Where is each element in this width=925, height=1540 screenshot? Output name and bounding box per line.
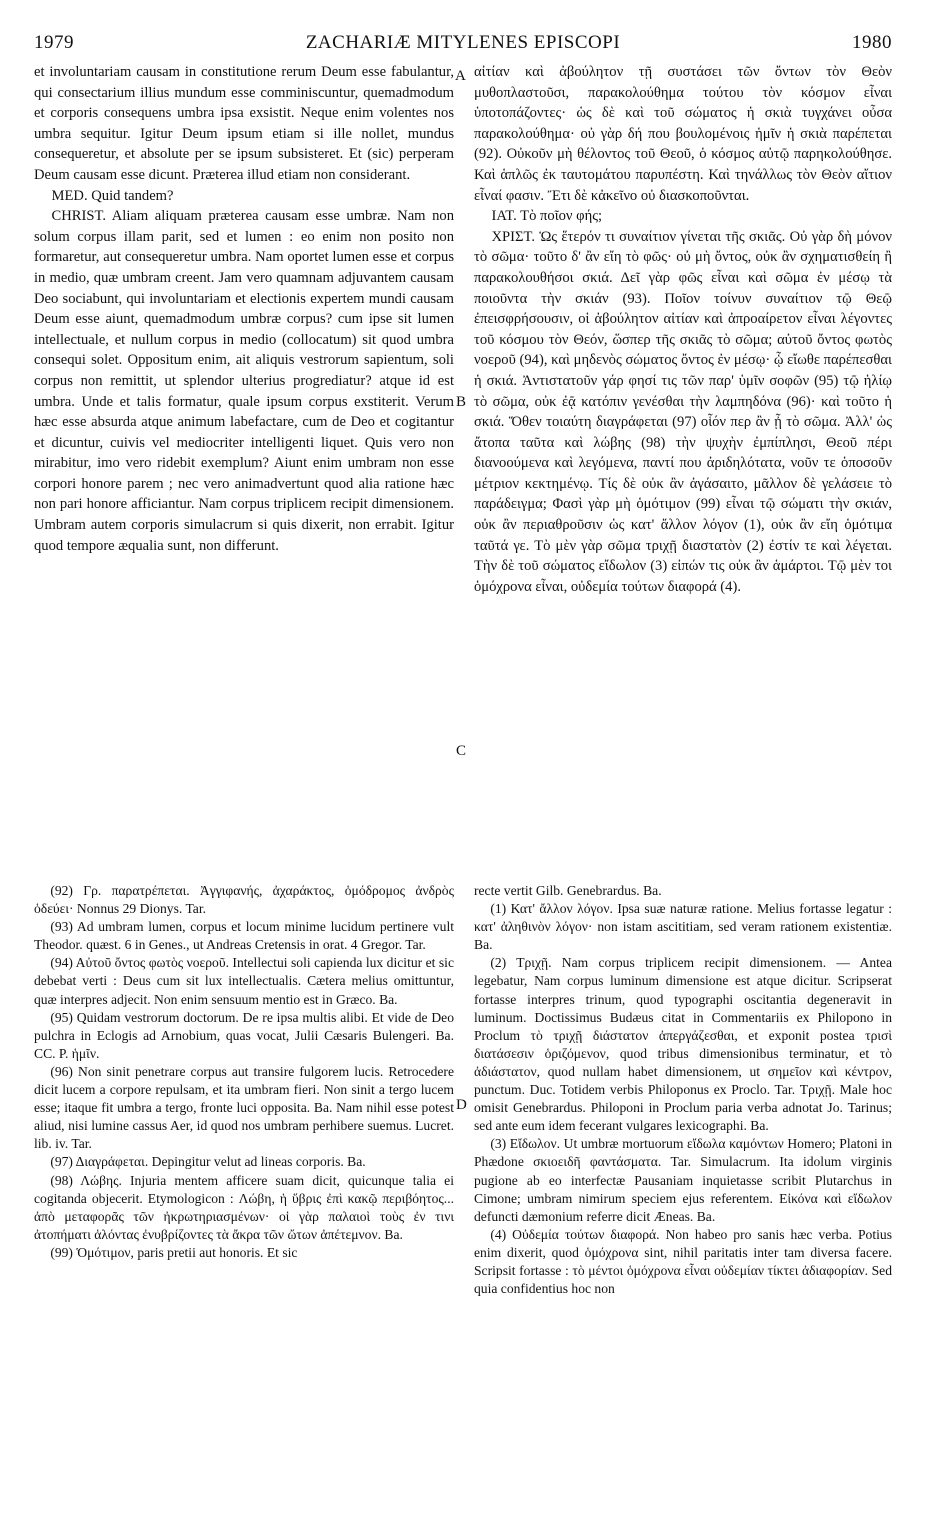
margin-marker-a: A xyxy=(455,68,466,84)
footnote: (2) Τριχῇ. Nam corpus triplicem recipit dimensionem. — Antea legebatur, Nam corpus luminum dimensione est atque dicitur. Scripserat fortasse interpres trinum, quod typographi oscitantia degeneravit in luminum. Doctissimus Budæus citat in Commentariis ex Philopono in Proclum τὸ τριχῇ διάστατον ἀπεργάζεσθαι, et exponit postea τρισὶ διατάσεσιν ὁριζόμενον, quod tribus dimensionibus terminatur, et τὸ ἀδιάστατον, quod nullam habet dimensionem, ut σημεῖον καὶ κέντρον, punctum. Duc. Totidem verbis Philoponus ex Proclo. Tar. Τριχῇ. Male hoc omisit Genebrardus. Philoponi in Proclum paria verba adnotat Jo. Tarinus; sed ante eum idem fecerant vulgares lexicographi. Ba. xyxy=(474,955,892,1134)
latin-main-column xyxy=(34,62,454,872)
latin-speaker-line: MED. Quid tandem? xyxy=(51,187,174,204)
latin-paragraph: et involuntariam causam in constitutione rerum Deum esse fabulantur, qui consectarium illius mundum esse comminiscuntur, quemadmodum et corporis consequens umbra ipsa exsistit. Neque enim volentes nos umbra sequitur. Igitur Deum ipsum etiam si ille nollet, mundus consequeretur, et absolute per se ipsum subsisteret. Et (sic) perperam Deum causam esse dicunt. Præterea illud etiam non considerant. xyxy=(34,64,454,183)
footnote: (95) Quidam vestrorum doctorum. De re ipsa multis alibi. Et vide de Deo pulchra in Eclogis ad Arnobium, quas vocat, Julii Cæsaris Bulengeri. Ba. CC. P. ἡμῖν. xyxy=(34,1009,454,1061)
footnotes-right-column xyxy=(474,882,892,1522)
margin-marker-c: C xyxy=(456,743,467,759)
footnote: (93) Ad umbram lumen, corpus et locum minime lucidum pertinere vult Theodor. quæst. 6 in Genes., ut Andreas Cretensis in orat. 4 Gregor. Tar. xyxy=(34,919,454,953)
footnotes-left-column xyxy=(34,882,454,1522)
running-title: ZACHARIÆ MITYLENES EPISCOPI xyxy=(305,32,621,53)
footnote: (97) Διαγράφεται. Depingitur velut ad lineas corporis. Ba. xyxy=(50,1154,366,1170)
running-header xyxy=(34,32,892,58)
margin-marker-d: D xyxy=(456,1097,467,1113)
greek-speaker-line: ΙΑΤ. Τὸ ποῖον φής; xyxy=(491,208,603,225)
footnote: (94) Αὐτοῦ ὄντος φωτὸς νοεροῦ. Intellectui soli capienda lux dicitur et sic debebat verti : Deus cum sit lux intellectualis. Cætera melius omittuntur, quæ interpres adjecit. Non enim sensuum mentio est in Græco. Ba. xyxy=(34,955,454,1007)
greek-main-column xyxy=(474,62,892,872)
greek-paragraph: ΧΡΙΣΤ. Ὡς ἕτερόν τι συναίτιον γίνεται τῆς σκιᾶς. Οὐ γὰρ δὴ μόνον τὸ σῶμα· τοῦτο δ' ἂν εἴη τὸ φῶς· οὐ μὴ ὄντος, οὐκ ἂν σχηματισθείη ἢ παρακολουθήσοι σκιά. Δεῖ γὰρ φῶς εἶναι καὶ σῶμα ἐν μέσῳ τὰ ποιοῦντα τὴν σκιάν (93). Ποῖον τοίνυν συναίτιον τῷ Θεῷ ἐπεισφρήσουσιν, οἱ ἀβούλητον αἰτίαν καὶ ἀπροαίρετον εἶναι λέγοντες τοῦ κόσμου τὸν Θεόν, ὥσπερ τῆς σκιᾶς τὸ σῶμα; αὐτοῦ ὄντος φωτὸς νοεροῦ (94), καὶ μηδενὸς σώματος ὄντος ἐν μέσῳ· ᾧ εἴωθε παρέπεσθαι ἡ σκιά. Ἀντιστατοῦν γάρ φησί τις τῶν παρ' ὑμῖν σοφῶν (95) τῷ ἡλίῳ τὸ σῶμα, οὐκ ἐᾷ κατόπιν γενέσθαι τὴν λαμπηδόνα (96)· καὶ τοῦτο ἡ σκιά. Ὅθεν τοιαύτη διαγράφεται (97) οἷόν περ ἂν ᾖ τὸ σῶμα. Ἀλλ' ὡς ἄτοπα ταῦτα καὶ λώβης (98) τὴν ψυχὴν ἐμπίπλησι, Θεοῦ πέρι διανοούμενα καὶ λεγόμενα, παντί που ἀριδηλότατα, νοῦν τε ὁποσοῦν μέτριον κεκτημένῳ. Τίς δὲ οὐκ ἂν ἀγάσαιτο, μᾶλλον δὲ γελάσειε τὸ παράδειγμα; Φασὶ γὰρ μὴ ὁμότιμον (99) εἶναι τῷ σώματι τὴν σκιάν, οὐκ ἂν περιαθροῦσιν ὡς κατ' ἄλλον λόγον (1), οὐκ ἂν εἴη ὁμότιμα ταῦτά γε. Τὸ μὲν γὰρ σῶμα τριχῇ διαστατὸν (2) ἐστίν τε καὶ λέγεται. Τὴν δὲ τοῦ σώματος εἴδωλον (3) εἰπών τις οὐκ ἂν ἁμάρτοι. Τῷ μὲν τοι ὁμόχρονα εἶναι, οὐδεμία τούτων διαφορά (4). xyxy=(474,228,892,595)
footnote: (3) Εἴδωλον. Ut umbræ mortuorum εἴδωλα καμόντων Homero; Platoni in Phædone σκιοειδῆ φαντάσματα. Tar. Simulacrum. Ita idolum virginis pugione ab eo interfectæ Pausaniam inquietasse scribit Plutarchus in Cimone; umbram nimirum speciem ejus referentem. Εἰκόνα καὶ εἴδωλον defuncti dæmonium referre dicit Æneas. Ba. xyxy=(474,1136,892,1224)
greek-paragraph: αἰτίαν καὶ ἀβούλητον τῇ συστάσει τῶν ὄντων τὸν Θεὸν μυθοπλαστοῦσι, παρακολούθημα τούτου τὸν κόσμον εἶναι ὑποτοπάζοντες· ὡς δὲ καὶ τοῦ σώματος ἡ σκιὰ τυγχάνει οὖσα παρακολούθημα· οὐ γὰρ δή που βουλομένοις ἡμῖν ἡ σκιὰ παρέπεται (92). Οὐκοῦν μὴ θέλοντος τοῦ Θεοῦ, ὁ κόσμος αὐτῷ παρηκολούθησε. Καὶ ἁπλῶς ἐκ ταυτομάτου παρυπέστη. Καὶ τηνάλλως τὸν Θεὸν αἴτιον εἶναί φασιν. Ἔτι δὲ κἀκεῖνο οὐ διασκοποῦνται. xyxy=(474,64,892,204)
footnote: (1) Κατ' ἄλλον λόγον. Ipsa suæ naturæ ratione. Melius fortasse legatur : κατ' ἀληθινὸν λόγον· non istam ascititiam, sed veram rationem existentiæ. Ba. xyxy=(474,901,892,953)
latin-paragraph: CHRIST. Aliam aliquam præterea causam esse umbræ. Nam non solum corpus illam parit, sed et lumen : eo enim non posito non formaretur, aut consequeretur umbra. Nam oportet lumen esse et corpus in medio, quæ umbram creent. Jam vero quamnam adjuvantem causam Deo sociabunt, qui involuntariam et electionis expertem mundi causam Deum esse aiunt, quemadmodum umbræ corpus? cum ipse sit lumen intellectuale, et nullum corpus in medio (collocatum) sit quod umbra consequi solet. Oppositum enim, ait aliquis vestrorum sapientum, soli corpus non remittit, ut splendor ulterius progrediatur? atque id est umbra. Unde et talis formatur, quale ipsum corpus exstiterit. Verum hæc esse absurda atque animum labefactare, cum de Deo et cogitantur et dicuntur, cuivis vel mediocriter intelligenti liquet. Quis vero non mirabitur, imo vero ridebit exemplum? Aiunt enim umbram non esse corpori honore parem ; nec vero animadvertunt quod alia ratione hæc non pari honore afficiantur. Nam corpus triplicem recipit dimensionem. Umbram autem corporis simulacrum si quis dixerit, non errabit. Igitur quod tempore æqualia sunt, non differunt. xyxy=(34,208,454,554)
footnote: (99) Ὁμότιμον, paris pretii aut honoris. Et sic xyxy=(50,1244,298,1260)
footnote-continuation: recte vertit Gilb. Genebrardus. Ba. xyxy=(474,883,662,898)
margin-marker-b: B xyxy=(456,394,467,410)
footnote: (4) Οὐδεμία τούτων διαφορά. Non habeo pro sanis hæc verba. Potius enim dixerit, quod ὁμόχρονα sint, nihil paritatis inter tam diversa facere. Scripsit fortasse : τὸ μέντοι ὁμόχρονα εἶναι οὐδεμίαν τίκτει ἀδιαφορίαν. Sed quia confidentius hoc non xyxy=(474,1226,892,1297)
footnote: (96) Non sinit penetrare corpus aut transire fulgorem lucis. Retrocedere dicit lucem a corpore repulsam, et ita umbram fieri. Non sinit a tergo lucem esse; itaque fit umbra a tergo, fronte luci opposita. Ba. Nam nihil esse potest aliud, nisi lumine cassus Aer, id quod nos umbram perhibere suemus. Lucret. lib. iv. Tar. xyxy=(34,1063,454,1152)
footnote: (92) Γρ. παρατρέπεται. Ἀγγιφανής, ἀχαράκτος, ὁμόδρομος ἀνδρὸς ὁδεύει· Nonnus 29 Dionys. Tar. xyxy=(34,883,454,917)
left-page-number: 1979 xyxy=(34,32,74,53)
right-page-number: 1980 xyxy=(852,32,892,53)
footnote: (98) Λώβης. Injuria mentem afficere suam dicit, quicunque talia ei cogitanda objecerit. Etymologicon : Λώβη, ἡ ὕβρις ἐπὶ κακῷ περιβόητος... ἀπὸ μεταφορᾶς τῶν ἠκρωτηριασμένων· οἱ γὰρ παλαιοὶ τοὺς ἐν τινι ἀτοπήματι ἁλόντας ἐνυβρίζοντες τὰ ἄκρα τῶν ὤτων ἀπέτεμνον. Ba. xyxy=(34,1172,454,1242)
